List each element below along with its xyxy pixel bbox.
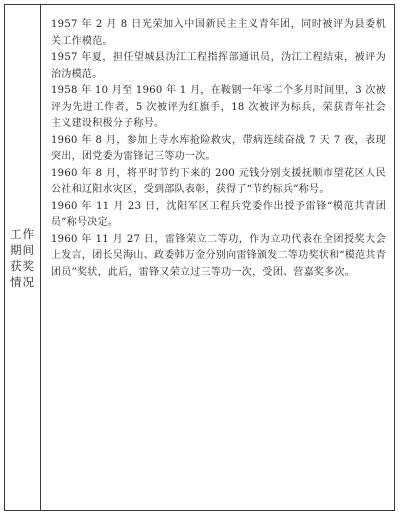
content-cell bbox=[41, 5, 394, 510]
award-entry: 1960 年 11 月 27 日，雷锋荣立二等功，作为立功代表在全团授奖大会上发言，团长吴海山、政委韩万金分别向雷锋颁发二等功奖状和“模范共青团员”奖状，此后，雷锋又荣立过三等功一次，受团、营嘉奖多次。 bbox=[51, 233, 387, 278]
award-entry: 1957 年夏，担任望城县沩江工程指挥部通讯员，沩江工程结束，被评为治沩模范。 bbox=[51, 52, 386, 80]
award-entry: 1958 年 10 月至 1960 年 1 月，在鞍钢一年零二个多月时间里，3 次被评为先进工作者，5 次被评为红旗手，18 次被评为标兵，荣获青年社会主义建设积极分子称号。 bbox=[51, 85, 386, 129]
award-entry: 1960 年 11 月 23 日，沈阳军区工程兵党委作出授予雷锋“模范共青团员”称号决定。 bbox=[51, 200, 386, 228]
award-entry: 1960 年 8 月，将平时节约下来的 200 元钱分别支援抚顺市望花区人民公社和辽阳水灾区，受到部队表彰，获得了“节约标兵”称号。 bbox=[51, 167, 386, 195]
award-entry: 1957 年 2 月 8 日光荣加入中国新民主主义青年团，同时被评为县委机关工作模范。 bbox=[51, 19, 386, 47]
award-entry: 1960 年 8 月，参加上寺水库抢险救灾，带病连续奋战 7 天 7 夜，表现突出，团党委为雷锋记三等功一次。 bbox=[51, 134, 386, 162]
label-cell bbox=[5, 5, 41, 510]
row-label: 工作期间获奖情况 bbox=[10, 226, 35, 289]
award-record-table bbox=[4, 4, 395, 511]
